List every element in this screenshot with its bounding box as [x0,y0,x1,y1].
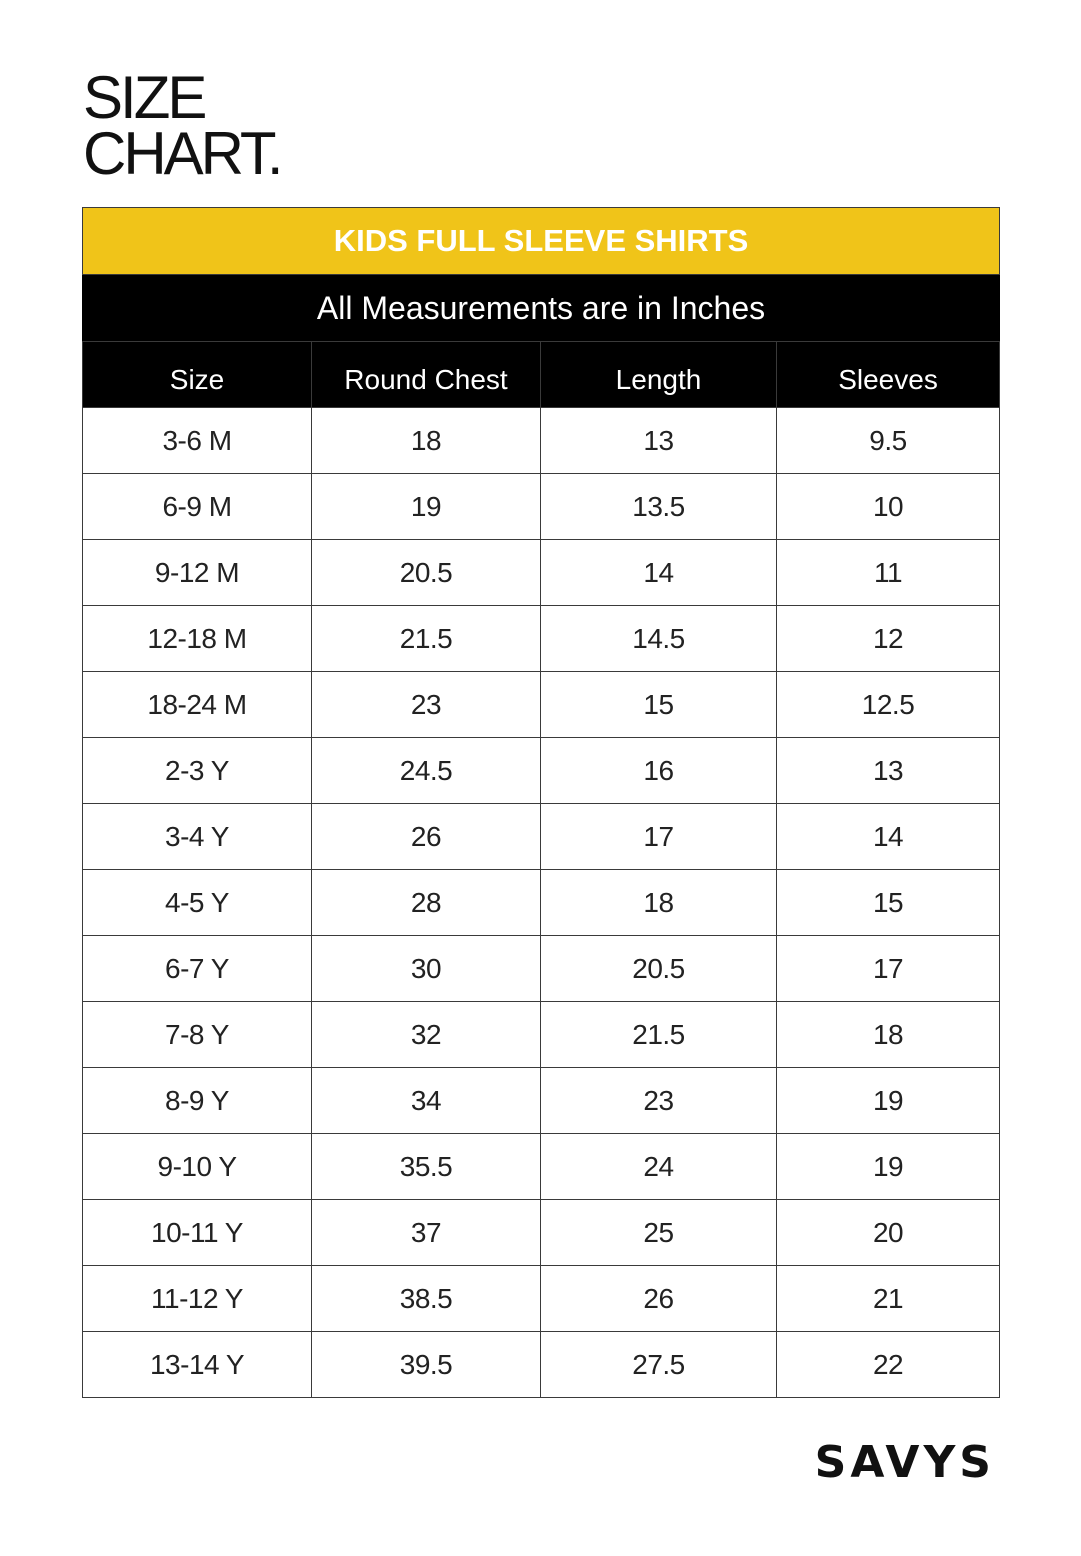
length-cell: 16 [541,738,777,804]
round-chest-cell: 38.5 [312,1266,541,1332]
round-chest-cell: 37 [312,1200,541,1266]
sleeves-cell: 18 [777,1002,1000,1068]
size-cell: 6-7 Y [83,936,312,1002]
size-cell: 11-12 Y [83,1266,312,1332]
table-row [83,606,1000,672]
page-title [83,64,281,187]
table-row [83,474,1000,540]
page-title-line-1: SIZE [83,64,205,131]
table-row [83,804,1000,870]
table-title-row [83,208,1000,275]
size-cell: 6-9 M [83,474,312,540]
size-cell: 3-4 Y [83,804,312,870]
round-chest-cell: 18 [312,408,541,474]
table-row [83,738,1000,804]
round-chest-cell: 23 [312,672,541,738]
length-cell: 21.5 [541,1002,777,1068]
sleeves-cell: 12 [777,606,1000,672]
length-cell: 23 [541,1068,777,1134]
table-row [83,1068,1000,1134]
table-row [83,540,1000,606]
length-cell: 24 [541,1134,777,1200]
size-cell: 18-24 M [83,672,312,738]
table-row [83,1200,1000,1266]
sleeves-cell: 10 [777,474,1000,540]
round-chest-cell: 24.5 [312,738,541,804]
column-header-round-chest: Round Chest [312,342,541,408]
round-chest-cell: 28 [312,870,541,936]
length-cell: 14 [541,540,777,606]
round-chest-cell: 20.5 [312,540,541,606]
round-chest-cell: 19 [312,474,541,540]
length-cell: 20.5 [541,936,777,1002]
length-cell: 13 [541,408,777,474]
length-cell: 13.5 [541,474,777,540]
table-row [83,1266,1000,1332]
sleeves-cell: 9.5 [777,408,1000,474]
round-chest-cell: 32 [312,1002,541,1068]
length-cell: 14.5 [541,606,777,672]
page-title-line-2: CHART. [83,120,281,187]
table-row [83,1134,1000,1200]
size-cell: 9-12 M [83,540,312,606]
round-chest-cell: 35.5 [312,1134,541,1200]
table-row [83,1332,1000,1398]
column-header-row [83,342,1000,408]
sleeves-cell: 15 [777,870,1000,936]
size-cell: 3-6 M [83,408,312,474]
sleeves-cell: 12.5 [777,672,1000,738]
length-cell: 26 [541,1266,777,1332]
length-cell: 17 [541,804,777,870]
sleeves-cell: 20 [777,1200,1000,1266]
sleeves-cell: 19 [777,1134,1000,1200]
round-chest-cell: 34 [312,1068,541,1134]
table-row [83,672,1000,738]
table-row [83,870,1000,936]
round-chest-cell: 39.5 [312,1332,541,1398]
round-chest-cell: 21.5 [312,606,541,672]
size-cell: 8-9 Y [83,1068,312,1134]
round-chest-cell: 30 [312,936,541,1002]
sleeves-cell: 14 [777,804,1000,870]
size-cell: 4-5 Y [83,870,312,936]
size-chart-table [82,207,1000,1398]
sleeves-cell: 19 [777,1068,1000,1134]
table-subtitle-row [83,275,1000,342]
round-chest-cell: 26 [312,804,541,870]
sleeves-cell: 22 [777,1332,1000,1398]
length-cell: 25 [541,1200,777,1266]
sleeves-cell: 13 [777,738,1000,804]
column-header-size: Size [83,342,312,408]
size-cell: 13-14 Y [83,1332,312,1398]
sleeves-cell: 11 [777,540,1000,606]
sleeves-cell: 17 [777,936,1000,1002]
brand-logo: SAVYS [814,1437,995,1488]
length-cell: 27.5 [541,1332,777,1398]
column-header-length: Length [541,342,777,408]
table-row [83,936,1000,1002]
table-subtitle: All Measurements are in Inches [83,275,1000,342]
size-cell: 2-3 Y [83,738,312,804]
size-cell: 10-11 Y [83,1200,312,1266]
size-cell: 7-8 Y [83,1002,312,1068]
length-cell: 15 [541,672,777,738]
table-title: KIDS FULL SLEEVE SHIRTS [83,208,1000,275]
size-cell: 9-10 Y [83,1134,312,1200]
column-header-sleeves: Sleeves [777,342,1000,408]
table-row [83,1002,1000,1068]
length-cell: 18 [541,870,777,936]
sleeves-cell: 21 [777,1266,1000,1332]
size-cell: 12-18 M [83,606,312,672]
table-row [83,408,1000,474]
